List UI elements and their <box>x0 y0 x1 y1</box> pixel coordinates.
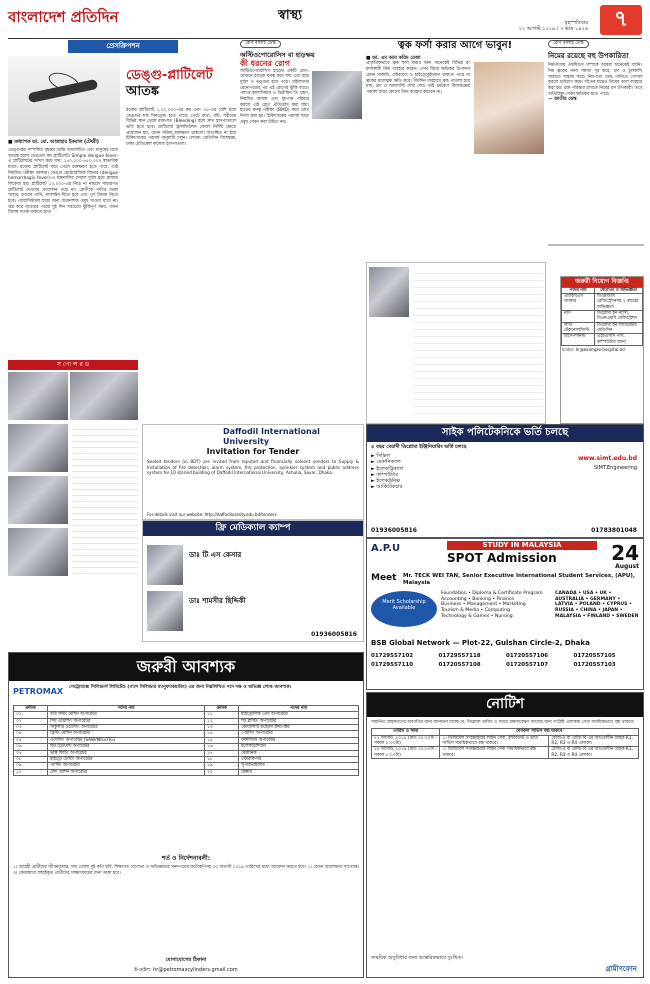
job-table-cell: নার্স <box>562 310 595 322</box>
notice-table-cell: ১। ডিজিটাল সাবস্ক্রাইবার লাইন সেবা সাময়িকভাবে বন্ধ থাকবে। <box>440 747 549 759</box>
urgent-table-cell: ওয়েল্ডিং অপারেটর (SAW/MIG/TIG) <box>48 737 205 743</box>
doctor-2-photo <box>147 591 183 631</box>
urgent-header-cell: ক্রমিক <box>205 706 239 712</box>
tender-title: Invitation for Tender <box>206 447 300 456</box>
job-table-row <box>562 322 643 334</box>
urgent-table-cell: হেল্পার <box>239 769 359 775</box>
urgent-table-cell: ১১ <box>205 712 239 718</box>
admission-ad <box>366 424 644 538</box>
osteoporosis-body: অস্টিওপোরোসিস হাড়ের একটি রোগ, যেখানে হাড়ের ঘনত্ব কমে যায় এবং হাড় দুর্বল ও ভঙ্গুর হয়ে পড়ে। মহিলাদের মেনোপজের পর এই রোগের ঝুঁকি বাড়ে। পর্যাপ্ত ক্যালসিয়াম ও ভিটামিন ডি গ্রহণ, নিয়মিত ব্যায়াম এবং ধূমপান পরিহার করলে এই রোগ প্রতিরোধ করা যায়। হাড়ের ঘনত্ব পরীক্ষা (BMD) করে রোগ নির্ণয় করা হয়। চিকিৎসকের পরামর্শ ছাড়া ওষুধ সেবন করা উচিত নয়। <box>240 68 311 125</box>
admission-title: সাইক পলিটেকনিকে ভর্তি চলছে <box>367 425 643 442</box>
urgent-table-wrap <box>13 705 359 776</box>
grameenphone-logo[interactable]: গ্রামীণফোন <box>605 965 637 974</box>
urgent-table-cell: ০১ <box>14 712 48 718</box>
urgent-table-cell: ২০ <box>205 769 239 775</box>
neem-credit: — জাতীয় ডেস্ক <box>548 97 577 103</box>
urgent-header-cell: পদের নাম <box>48 706 205 712</box>
notice-table-cell: ২৪ আগস্ট, ২০১৯ (রাত ০০:০০টা - সকাল ৮:০০টা) <box>372 747 440 759</box>
apu-program-item: Tourism & Media • Computing <box>441 608 510 614</box>
osteoporosis-title: অস্টিওপোরোসিস বা হাড়ক্ষয় <box>240 50 315 59</box>
job-table-cell: এইচএসসি পাস, কম্পিউটার জানা <box>595 334 643 346</box>
prescription-banner: প্রেসক্রিপশন <box>68 40 178 53</box>
urgent-table-cell: ১৩ <box>205 725 239 731</box>
notice-table-cell: ১। ডিজিটাল সাবস্ক্রাইবার লাইন সেবা, ইন্টারনেট ও ডাটা সার্ভিস সাময়িকভাবে বন্ধ থাকবে। <box>440 735 549 747</box>
urgent-table-cell: স্টোরকিপার <box>239 756 359 762</box>
course-item: ► ইলেকট্রিক্যাল <box>371 465 404 472</box>
urgent-table-cell: হাইড্রোলিক প্রেস অপারেটর <box>239 712 359 718</box>
doctor-ad <box>366 262 546 424</box>
urgent-table-cell: লেদ মেশিন অপারেটর <box>48 769 205 775</box>
day-name: বৃহস্পতিবার <box>564 20 588 26</box>
neem-article <box>548 40 642 240</box>
notice-intro: সম্মানিত গ্রাহকগণের অবগতির জন্য জানানো যাচ্ছে যে, নিম্নোক্ত তারিখ ও সময়ে রক্ষণাবেক্ষণ কাজের জন্য সংশ্লিষ্ট এলাকায় সেবা সাময়িকভাবে বন্ধ থাকবে। <box>371 719 635 725</box>
dengue-title <box>126 68 236 99</box>
urgent-table-cell: ১৮ <box>205 756 239 762</box>
apu-phone-number[interactable]: 01729557102 <box>371 653 414 659</box>
simt-phone-1[interactable]: 01936005816 <box>371 526 417 534</box>
simt-phone-2[interactable]: 01783801048 <box>591 526 637 534</box>
tender-website[interactable]: For details visit our website: http://daffodilvarsity.edu.bd/tenders <box>147 512 277 517</box>
apu-meet-label: Meet <box>371 573 397 583</box>
apu-phone-number[interactable]: 01729557110 <box>371 661 414 668</box>
urgent-table-cell: ০২ <box>14 718 48 724</box>
notice-table-cell: রেজি-এ বা রেজি-বি এর আওতাধীন গ্রাহক R1, R2, R3 ও R4 এলাকা। <box>549 735 639 747</box>
section-title: স্বাস্থ্য <box>278 8 303 23</box>
urgent-table-cell: ১২ <box>205 718 239 724</box>
sponsored-banner: স পো ন্স র ড <box>8 360 138 370</box>
dengue-author: ■ অধ্যাপক ডা. মো. আতাহার ইকবাল (টেংরী) <box>8 140 99 145</box>
notice-table-row <box>372 747 639 759</box>
notice-col-service: যেসকল সার্ভিস বন্ধ থাকবে <box>440 729 639 735</box>
dengue-article <box>8 40 236 358</box>
notice-footer: সাময়িক অসুবিধার জন্য আন্তরিকভাবে দুঃখিত। <box>371 954 463 961</box>
desk-tag-2: রোগ বালাই ডেস্ক <box>548 40 589 48</box>
sponsored-photo-3 <box>8 424 68 472</box>
urgent-terms-title: শর্ত ও নির্দেশনাবলী: <box>161 855 211 862</box>
date-text: ২২ আগস্ট ২০১৯ । ৭ ভাদ্র ১৪২৬ <box>518 26 588 33</box>
apu-programs <box>441 591 551 620</box>
dengue-title-line-1: ডেঙ্গু-প্লাটিলেট <box>126 68 213 83</box>
job-table-cell: ডিপ্লোমা ইন নার্সিং, বিএনএমসি রেজিস্ট্রেশন <box>595 310 643 322</box>
job-notice <box>560 276 644 424</box>
course-item: ► কম্পিউটার <box>371 471 398 478</box>
urgent-table-cell: কোয়ালিটি কন্ট্রোল ইন্সপেক্টর <box>239 725 359 731</box>
job-table-cell: যোগ্যতা ও অভিজ্ঞতা <box>595 287 643 293</box>
apu-phone-number[interactable]: 01729557118 <box>438 653 481 659</box>
apu-phone-number[interactable]: 01720557107 <box>506 661 549 668</box>
apu-phone-number[interactable]: 01720557106 <box>506 653 549 659</box>
apu-date-day: 24 <box>611 541 639 565</box>
urgent-table-cell: ১৭ <box>205 750 239 756</box>
apu-date-month: August <box>615 563 639 570</box>
apu-program-item: Accounting • Banking • Finance <box>441 596 515 602</box>
notice-title: নোটিশ <box>367 693 643 717</box>
course-item: ► ইলেকট্রনিক্স <box>371 478 400 484</box>
osteoporosis-article <box>240 40 362 358</box>
urgent-intro: পেট্রোম্যাক্স সিলিন্ডার্স লিমিটেড (গ্যাস সিলিন্ডার ম্যানুফ্যাকচারিং) এর জন্য নিম্নলিখিত পদে দক্ষ ও অভিজ্ঞ লোক আবশ্যক। <box>69 685 292 690</box>
urgent-table-cell: ট্রিমিং মেশিন অপারেটর <box>48 731 205 737</box>
urgent-terms: ১। আগ্রহী প্রার্থীদের জীবনবৃত্তান্ত, সদ্য তোলা দুই কপি ছবি, শিক্ষাগত যোগ্যতা ও অভিজ্ঞতার সনদপত্রের ফটোকপিসহ ৩০ আগস্ট ২০১৯ তারিখের মধ্যে আবেদন করতে হবে। ২। বেতন আলোচনা সাপেক্ষে। ৩। কেবলমাত্র বাছাইকৃত প্রার্থীদের সাক্ষাৎকারের জন্য ডাকা হবে। <box>13 865 361 876</box>
tender-body: Sealed tenders (in BDT) are invited from reputed and financially solvent vendors to Supply & Installation of fire detection, alarm system, fire protection, sprinkler system and public address system for 10 storied building of Daffodil International University, Ashulia, Savar, Dhaka. <box>147 459 361 476</box>
job-table-cell: ডিপ্লোমা ইন ল্যাবরেটরি মেডিসিন <box>595 322 643 334</box>
urgent-table-cell: বডি ফর্মিং মেশিন অপারেটর <box>48 712 205 718</box>
neem-body: নিমপাতায় ঔষধিগুণ সম্পর্কে আমরা অনেকেই জানি। নিম ত্বকের নানা সমস্যা দূর করে, ব্রণ ও চুলকানি সারাতে সাহায্য করে। নিমপাতা সেদ্ধ পানিতে গোসল করলে চর্মরোগ কমে। দাঁতের যত্নেও নিমের ডাল ব্যবহার করা হয়। রক্ত পরিষ্কার রাখতে নিমের রস উপকারী। তবে অতিরিক্ত সেবন ক্ষতিকর হতে পারে। <box>548 63 644 97</box>
notice-col-date: তারিখ ও সময় <box>372 729 440 735</box>
sponsored-photo-4 <box>8 476 68 524</box>
urgent-table-cell: ০৮ <box>14 756 48 762</box>
medical-camp-title: ফ্রি মেডিক্যাল ক্যাম্প <box>143 521 363 536</box>
doctor-1-photo <box>147 545 183 585</box>
course-item: ► আর্কিটেকচার <box>371 484 403 491</box>
urgent-table-cell: ০৯ <box>14 763 48 769</box>
dengue-body-col-1: ডেঙ্গুজ্বর সম্পর্কিত বৃহত্তম ভ্রান্তি আলোচিত এবং মানুষের মধ্যে আতঙ্ক হলো ডেঙ্গুর কম প্লাটিলেট। Simple dengue fever-এ প্লাটিলেটের সংখ্যা কমে যায়; ১৫০,০০০-৪৫০,০০০ স্বাভাবিক মাত্রা। রক্তের প্লাটিলেট কমে গেলে রক্তক্ষরণ হতে পারে, তাই নিয়মিত পরীক্ষা দরকার। ডেঙ্গু হেমোরেজিক ফিভার (dengue hemorrhagic fever)-এ রক্তনালির দেয়াল দুর্বল হয়ে প্লাজমা লিকেজ হয়। প্লাটিলেট ১০,০০০-এর নিচে না নামলে সাধারণত প্লাটিলেট দেওয়ার প্রয়োজন পড়ে না। রোগীকে পর্যাপ্ত তরল খাবার, ডাবের পানি, স্যালাইন দিতে হবে এবং পূর্ণ বিশ্রাম নিতে হবে। প্যারাসিটামল ছাড়া অন্য ব্যথানাশক ওষুধ খাওয়া যাবে না। জ্বর কমে যাওয়ার পরের দুই দিন সবচেয়ে ঝুঁকিপূর্ণ সময়, তখন বিশেষ সতর্ক থাকতে হবে। <box>8 148 120 216</box>
urgent-header-cell: পদের নাম <box>239 706 359 712</box>
notice-table <box>371 728 639 759</box>
bone-image <box>312 71 362 119</box>
woman-face-photo <box>474 62 544 154</box>
job-table-cell: এমবিবিএস ডাক্তার <box>562 293 595 310</box>
urgent-contact[interactable]: ই-মেইল: hr@petromaxcylinders.gmail.com <box>134 966 238 973</box>
job-notice-footer[interactable]: ইমেইল: hr@example-hospital.bd <box>562 347 625 353</box>
medical-camp-phone[interactable]: 01936005816 <box>311 630 357 638</box>
apu-program-item: Foundation • Diploma & Certificate Program <box>441 591 543 596</box>
urgent-header-cell: ক্রমিক <box>14 706 48 712</box>
spacer <box>548 244 644 246</box>
urgent-table <box>13 705 359 776</box>
apu-phones <box>371 653 639 669</box>
dengue-body-col-2: রক্তের প্লাটিলেট ১,০০,০০০-এর কম এবং ৩৫-এর বেশি হলে ডেঙ্গুর শক সিনড্রোম হতে পারে। পেটে ব্যথা, বমি, শরীরের বিভিন্ন স্থান থেকে রক্তপাত (Bleeding) হলে দ্রুত হাসপাতালে ভর্তি হতে হবে। প্লাটিলেট ট্রান্সফিউশন কেবল নির্দিষ্ট ক্ষেত্রে প্রয়োজন হয়, যেমন সক্রিয় রক্তক্ষরণ থাকলে। আতঙ্কিত না হয়ে চিকিৎসকের পরামর্শ অনুযায়ী চলুন। লেখক: মেডিসিন বিশেষজ্ঞ, ঢাকা মেডিকেল কলেজ হাসপাতাল। <box>126 108 238 148</box>
urgent-table-cell: ১৯ <box>205 763 239 769</box>
apu-spot-admission: SPOT Admission <box>447 551 557 565</box>
urgent-contact-title: যোগাযোগের ঠিকানা <box>165 956 207 963</box>
urgent-table-cell: ০৩ <box>14 725 48 731</box>
course-item: ► মেকানিক্যাল <box>371 459 401 466</box>
urgent-ad <box>8 652 364 978</box>
page-number: ৭ <box>600 5 642 35</box>
doctor-2-name: ডাঃ শামসীর ছিদ্দিকী <box>189 597 246 605</box>
simt-facebook[interactable]: SIMT.Engineering <box>593 465 637 471</box>
apu-countries: CANADA • USA • UK • AUSTRALIA • GERMANY • LATVIA • POLAND • CYPRUS • RUSSIA • CHINA • JAPAN • MALAYSIA • FINLAND • SWEDEN <box>555 591 639 619</box>
job-notice-table <box>561 287 643 347</box>
job-table-cell: ল্যাব টেকনোলজিস্ট <box>562 322 595 334</box>
notice-table-cell: রেজি-এ বা রেজি-বি এর আওতাধীন গ্রাহক R1, R2, R3 ও R4 এলাকা। <box>549 747 639 759</box>
desk-tag: রোগ বালাই ডেস্ক <box>240 40 281 48</box>
urgent-table-cell: ইলেকট্রিশিয়ান <box>239 744 359 750</box>
urgent-table-cell: হিট ট্রিটমেন্ট অপারেটর <box>48 744 205 750</box>
apu-ad <box>366 538 644 690</box>
sponsored-photo-5 <box>8 528 68 576</box>
skin-author: ■ ডা. এম আর করিম রেজা <box>366 55 421 61</box>
job-notice-title: জরুরী নিয়োগ বিজ্ঞপ্তি <box>561 277 643 287</box>
neem-title: নিমের রয়েছে বহু উপকারিতা <box>548 51 629 60</box>
apu-study-label: STUDY IN MALAYSIA <box>447 541 597 550</box>
masthead <box>8 4 642 39</box>
doctor-1-name: ডাঃ টি এস কেসার <box>189 551 242 559</box>
apu-phone-number[interactable]: 01720557103 <box>573 661 616 668</box>
job-table-row <box>562 310 643 322</box>
sponsored-captions <box>72 424 138 576</box>
job-table-row <box>562 293 643 310</box>
newspaper-logo[interactable]: বাংলাদেশ প্রতিদিন <box>8 8 119 26</box>
urgent-table-cell: ফর্কলিফট অপারেটর <box>239 737 359 743</box>
simt-website[interactable]: www.simt.edu.bd <box>577 455 637 462</box>
urgent-table-cell: সুপারভাইজার <box>239 763 359 769</box>
sponsored-photo-1 <box>8 372 68 420</box>
urgent-table-cell: প্যাকিং অপারেটর <box>48 763 205 769</box>
skin-article <box>366 40 544 260</box>
notice-table-row <box>372 735 639 747</box>
urgent-table-cell: সিম ওয়েল্ডিং অপারেটর <box>48 718 205 724</box>
urgent-table-cell: ১৪ <box>205 731 239 737</box>
admission-subtitle: ৪ বছর মেয়াদী ডিপ্লোমা ইঞ্জিনিয়ারিং ভর্তি চলছে <box>371 443 467 450</box>
apu-speaker: Mr. TECK WEI TAN, Senior Executive International Student Services, (APU), Malaysia <box>403 573 635 586</box>
apu-office: BSB Global Network — Plot-22, Gulshan Circle-2, Dhaka <box>371 639 590 647</box>
course-item: ► সিভিল <box>371 453 391 459</box>
job-table-cell: বিএমডিসি রেজিস্ট্রেশনসহ ২ বছরের অভিজ্ঞতা <box>595 293 643 310</box>
osteoporosis-subtitle: কী ধরনের রোগ <box>240 58 290 68</box>
course-list <box>371 453 461 491</box>
urgent-table-cell: ১৫ <box>205 737 239 743</box>
sponsored-photo-2 <box>70 372 138 420</box>
skin-body: প্রাকৃতিকভাবে ত্বক ফর্সা করার জন্য অনেকেই বিভিন্ন রং ফর্সাকারী ক্রিম ব্যবহার করেন। এসব ক্রিমে ক্ষতিকর উপাদান যেমন মার্কারি, স্টেরয়েড ও হাইড্রোকুইনোন থাকতে পারে যা ত্বকের মারাত্মক ক্ষতি করে। দীর্ঘদিন ব্যবহারে ত্বক পাতলা হয়ে যায়, ব্রণ ও অ্যালার্জি দেখা দেয়। তাই চর্মরোগ বিশেষজ্ঞের পরামর্শ ছাড়া কোনো ক্রিম ব্যবহার করবেন না। <box>366 61 472 95</box>
medical-camp-ad <box>142 520 364 642</box>
doctor-ad-text <box>413 267 543 417</box>
urgent-table-row <box>14 769 359 775</box>
urgent-table-cell: ০৫ <box>14 737 48 743</box>
urgent-table-cell: শট ব্লাস্টিং অপারেটর <box>239 718 359 724</box>
scholarship-badge: Merit Scholarship Available <box>371 591 437 627</box>
urgent-table-cell: ১৬ <box>205 744 239 750</box>
apu-logo[interactable]: A.P.U <box>371 543 401 554</box>
urgent-table-cell: হাইড্রো টেস্টিং অপারেটর <box>48 756 205 762</box>
job-table-cell: পদের নাম <box>562 287 595 293</box>
job-table-header <box>562 287 643 293</box>
urgent-table-cell: ভাল্ব ফিটিং অপারেটর <box>48 750 205 756</box>
daffodil-logo[interactable]: Daffodil International University <box>223 427 320 446</box>
urgent-table-cell: মেকানিক <box>239 750 359 756</box>
apu-program-item: Technology & Games • Nursing <box>441 613 513 619</box>
job-table-row <box>562 334 643 346</box>
tender-ad <box>142 424 364 520</box>
skin-title: ত্বক ফর্সা করার আগে ভাবুন! <box>397 40 513 51</box>
urgent-table-cell: পেইন্টিং অপারেটর <box>239 731 359 737</box>
doctor-photo <box>369 267 409 317</box>
apu-phone-number[interactable]: 01720557108 <box>438 661 481 668</box>
petromax-logo[interactable]: PETROMAX <box>13 687 64 696</box>
dateline <box>478 20 588 33</box>
urgent-table-cell: ০৭ <box>14 750 48 756</box>
notice-ad <box>366 692 644 978</box>
apu-program-item: Business • Management • Marketing <box>441 602 526 608</box>
apu-phone-number[interactable]: 01720557105 <box>573 653 616 659</box>
job-table-cell: রিসেপশনিস্ট <box>562 334 595 346</box>
dengue-title-line-2: আতঙ্ক <box>126 83 160 99</box>
urgent-table-cell: ০৪ <box>14 731 48 737</box>
urgent-table-cell: সার্কুলার ওয়েল্ডিং অপারেটর <box>48 725 205 731</box>
notice-table-cell: ২২ আগস্ট, ২০১৯ (রাত ০০:০০টা - সকাল ৮:০০টা) <box>372 735 440 747</box>
urgent-table-cell: ১০ <box>14 769 48 775</box>
mosquito-illustration <box>8 56 120 136</box>
urgent-title: জরুরী আবশ্যক <box>9 653 363 681</box>
urgent-table-cell: ০৬ <box>14 744 48 750</box>
